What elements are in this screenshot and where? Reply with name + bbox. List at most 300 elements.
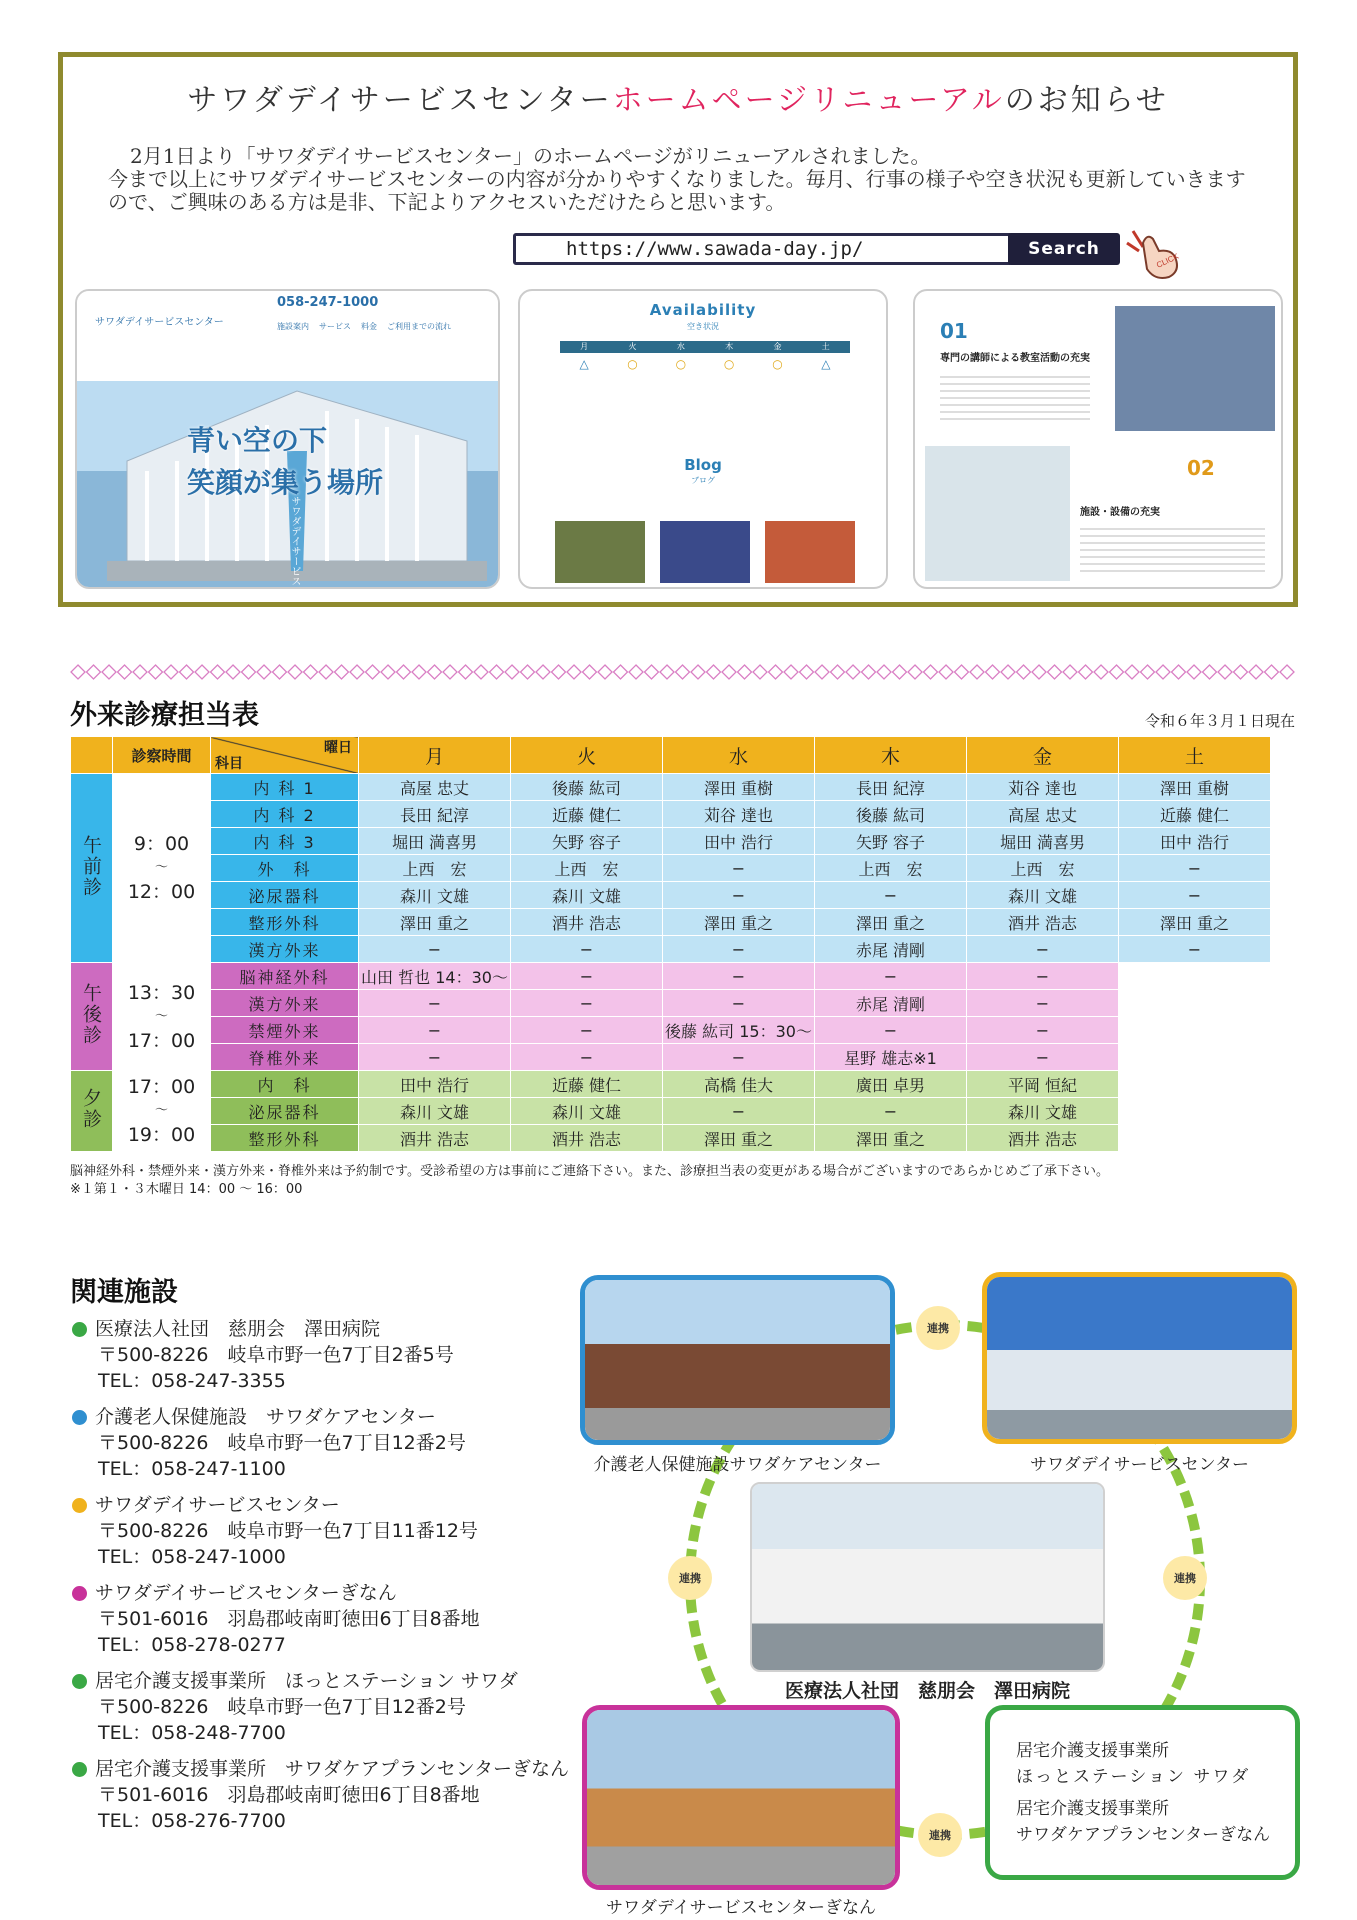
doctor-cell: − — [815, 882, 967, 909]
diamond-shape — [691, 665, 705, 679]
doctor-cell: − — [815, 1098, 967, 1125]
facility-phone: TEL：058-247-3355 — [98, 1370, 286, 1392]
diamond-shape — [986, 665, 1000, 679]
diamond-shape — [319, 665, 333, 679]
facility-item — [72, 1316, 592, 1394]
facility-name: 居宅介護支援事業所 サワダケアプランセンターぎなん — [95, 1758, 570, 1780]
site-menu: 施設案内 サービス 料金 ご利用までの流れ — [277, 322, 451, 331]
facility-item — [72, 1492, 592, 1570]
diamond-shape — [180, 665, 194, 679]
diamond-shape — [939, 665, 953, 679]
doctor-cell: 星野 雄志※1 — [815, 1044, 967, 1071]
department-cell: 内 科 1 — [211, 774, 359, 801]
doctor-cell: 澤田 重之 — [663, 909, 815, 936]
diamond-shape — [552, 665, 566, 679]
doctor-cell: 山田 哲也 14：30〜 — [359, 963, 511, 990]
outpatient-schedule-table — [70, 736, 1271, 1152]
facility-item — [72, 1404, 592, 1482]
diamond-shape — [428, 665, 442, 679]
doctor-cell: − — [511, 990, 663, 1017]
facility-phone: TEL：058-247-1100 — [98, 1458, 286, 1480]
feature-photo-1 — [1115, 306, 1275, 431]
doctor-cell: − — [967, 1044, 1119, 1071]
session-time: 9：00 〜 12：00 — [113, 774, 211, 963]
header-youbi-kamoku: 曜日 科目 — [211, 737, 359, 774]
diamond-shape — [1218, 665, 1232, 679]
feature-text-lines — [940, 371, 1090, 421]
doctor-cell: − — [967, 990, 1119, 1017]
doctor-cell: − — [359, 936, 511, 963]
diamond-shape — [350, 665, 364, 679]
department-cell: 整形外科 — [211, 909, 359, 936]
doctor-cell: 後藤 紘司 15：30〜 — [663, 1017, 815, 1044]
diamond-shape — [629, 665, 643, 679]
diamond-shape — [381, 665, 395, 679]
doctor-cell: − — [359, 990, 511, 1017]
diamond-shape — [862, 665, 876, 679]
doctor-cell: 酒井 浩志 — [511, 1125, 663, 1152]
afternoon-section — [71, 963, 1271, 1071]
renewal-notice-box — [58, 52, 1298, 607]
doctor-cell: − — [967, 963, 1119, 990]
department-cell: 漢方外来 — [211, 936, 359, 963]
blog-photo — [555, 521, 645, 583]
blog-photo — [660, 521, 750, 583]
session-time: 17：00 〜 19：00 — [113, 1071, 211, 1152]
doctor-cell: − — [663, 963, 815, 990]
doctor-cell: − — [663, 1044, 815, 1071]
diamond-shape — [614, 665, 628, 679]
header-day: 木 — [815, 737, 967, 774]
diamond-shape — [397, 665, 411, 679]
notice-body — [108, 145, 1258, 214]
doctor-cell: 森川 文雄 — [511, 882, 663, 909]
diamond-shape — [1079, 665, 1093, 679]
diamond-shape — [1094, 665, 1108, 679]
website-screenshot-features — [913, 289, 1283, 589]
availability-heading: Availability — [649, 301, 757, 319]
empty-cell — [1119, 1017, 1271, 1044]
diamond-shape — [1110, 665, 1124, 679]
facility-name: 居宅介護支援事業所 ほっとステーション サワダ — [95, 1670, 518, 1692]
url-field[interactable]: https://www.sawada-day.jp/ — [513, 233, 1013, 265]
diamond-shape — [1203, 665, 1217, 679]
diamond-shape — [1249, 665, 1263, 679]
diamond-shape — [459, 665, 473, 679]
diamond-shape — [412, 665, 426, 679]
doctor-cell: 森川 文雄 — [511, 1098, 663, 1125]
doctor-cell: 赤尾 清剛 — [815, 990, 967, 1017]
doctor-cell: 矢野 容子 — [511, 828, 663, 855]
facility-name: サワダデイサービスセンターぎなん — [95, 1582, 397, 1604]
doctor-cell: − — [511, 1044, 663, 1071]
feature-number-1: 01 — [940, 319, 968, 343]
diamond-shape — [753, 665, 767, 679]
doctor-cell: − — [663, 1098, 815, 1125]
evening-section — [71, 1071, 1271, 1152]
blog-subheading: ブログ — [691, 476, 715, 485]
office-name: ほっとステーション サワダ — [1016, 1767, 1251, 1787]
doctor-cell: 酒井 浩志 — [967, 909, 1119, 936]
bullet-dot-icon — [72, 1498, 87, 1513]
diamond-shape — [164, 665, 178, 679]
department-cell: 泌尿器科 — [211, 882, 359, 909]
doctor-cell: 上西 宏 — [359, 855, 511, 882]
site-phone: 058-247-1000 — [277, 295, 379, 310]
diamond-shape — [707, 665, 721, 679]
schedule-row — [71, 1017, 1271, 1044]
doctor-cell: 酒井 浩志 — [511, 909, 663, 936]
header-day: 水 — [663, 737, 815, 774]
doctor-cell: 近藤 健仁 — [511, 801, 663, 828]
doctor-cell: 田中 浩行 — [359, 1071, 511, 1098]
schedule-row — [71, 774, 1271, 801]
notice-paragraph: 2月1日より「サワダデイサービスセンター」のホームページがリニューアルされました。 — [130, 144, 931, 168]
schedule-title: 外来診療担当表 — [70, 700, 259, 731]
diamond-shape — [970, 665, 984, 679]
header-day: 月 — [359, 737, 511, 774]
doctor-cell: − — [815, 963, 967, 990]
facility-address: 〒500-8226 岐阜市野一色7丁目12番2号 — [98, 1432, 466, 1454]
header-time: 診察時間 — [113, 737, 211, 774]
doctor-cell: − — [663, 855, 815, 882]
doctor-cell: 澤田 重之 — [663, 1125, 815, 1152]
renkei-badge: 連携 — [1163, 1556, 1207, 1600]
care-center-caption: 介護老人保健施設サワダケアセンター — [593, 1455, 882, 1475]
building-pole-text: サワダデイサービス — [289, 496, 300, 586]
department-cell: 漢方外来 — [211, 990, 359, 1017]
doctor-cell: − — [967, 936, 1119, 963]
building-sign-1: 青い空の下 — [187, 424, 328, 457]
diamond-shape — [226, 665, 240, 679]
diamond-shape — [1017, 665, 1031, 679]
diamond-shape — [1187, 665, 1201, 679]
facilities-title: 関連施設 — [70, 1277, 178, 1308]
doctor-cell: − — [1119, 882, 1271, 909]
doctor-cell: 上西 宏 — [815, 855, 967, 882]
feature-number-2: 02 — [1187, 456, 1215, 480]
department-cell: 内 科 3 — [211, 828, 359, 855]
facility-phone: TEL：058-278-0277 — [98, 1634, 286, 1656]
office-type: 居宅介護支援事業所 — [1016, 1799, 1169, 1819]
doctor-cell: 廣田 卓男 — [815, 1071, 967, 1098]
department-cell: 整形外科 — [211, 1125, 359, 1152]
diamond-shape — [273, 665, 287, 679]
renkei-badge: 連携 — [918, 1813, 962, 1857]
header-day: 火 — [511, 737, 663, 774]
doctor-cell: 澤田 重之 — [1119, 909, 1271, 936]
doctor-cell: − — [815, 1017, 967, 1044]
diamond-shape — [924, 665, 938, 679]
diamond-shape — [598, 665, 612, 679]
schedule-footnote: ※１第１・３木曜日 14：00 〜 16：00 — [70, 1182, 303, 1197]
department-cell: 脊椎外来 — [211, 1044, 359, 1071]
facility-item — [72, 1668, 592, 1746]
department-cell: 泌尿器科 — [211, 1098, 359, 1125]
department-cell: 脳神経外科 — [211, 963, 359, 990]
facility-item — [72, 1756, 592, 1834]
empty-cell — [1119, 963, 1271, 990]
facility-name: サワダデイサービスセンター — [95, 1494, 340, 1516]
hospital-caption: 医療法人社団 慈朋会 澤田病院 — [784, 1680, 1070, 1702]
diamond-shape — [877, 665, 891, 679]
empty-cell — [1119, 1071, 1271, 1098]
doctor-cell: 長田 紀淳 — [359, 801, 511, 828]
diamond-shape — [583, 665, 597, 679]
session-label: 午前診 — [71, 774, 113, 963]
diamond-shape — [815, 665, 829, 679]
facility-name: 医療法人社団 慈朋会 澤田病院 — [95, 1318, 381, 1340]
notice-paragraph: 今まで以上にサワダデイサービスセンターの内容が分かりやすくなりました。毎月、行事の様子や空き状況も更新していきますので、ご興味のある方は是非、下記よりアクセスいただけたらと思います。 — [108, 167, 1246, 214]
doctor-cell: 長田 紀淳 — [815, 774, 967, 801]
doctor-cell: 森川 文雄 — [359, 1098, 511, 1125]
doctor-cell: − — [359, 1017, 511, 1044]
diamond-shape — [846, 665, 860, 679]
renkei-badge: 連携 — [916, 1306, 960, 1350]
office-name: サワダケアプランセンターぎなん — [1016, 1825, 1271, 1845]
facilities-list — [72, 1316, 592, 1844]
facility-phone: TEL：058-247-1000 — [98, 1546, 286, 1568]
doctor-cell: − — [967, 1017, 1119, 1044]
day-service-ginan-photo — [582, 1705, 900, 1890]
doctor-cell: 堀田 満喜男 — [967, 828, 1119, 855]
department-cell: 内 科 2 — [211, 801, 359, 828]
blog-photo — [765, 521, 855, 583]
doctor-cell: − — [1119, 936, 1271, 963]
schedule-row — [71, 855, 1271, 882]
diamond-shape — [893, 665, 907, 679]
availability-subheading: 空き状況 — [687, 322, 719, 331]
schedule-notes — [70, 1163, 1300, 1199]
doctor-cell: 高橋 佳大 — [663, 1071, 815, 1098]
schedule-row — [71, 801, 1271, 828]
website-screenshot-availability — [518, 289, 888, 589]
diamond-shape — [1063, 665, 1077, 679]
office-type: 居宅介護支援事業所 — [1016, 1741, 1169, 1761]
doctor-cell: − — [511, 936, 663, 963]
diamond-shape — [1234, 665, 1248, 679]
availability-day-row: 月 火 水 木 金 土 — [560, 341, 850, 353]
facility-name: 介護老人保健施設 サワダケアセンター — [95, 1406, 436, 1428]
bullet-dot-icon — [72, 1322, 87, 1337]
site-logo: サワダデイサービスセンター — [95, 317, 224, 328]
diamond-shape — [769, 665, 783, 679]
facility-address: 〒500-8226 岐阜市野一色7丁目12番2号 — [98, 1696, 466, 1718]
bullet-dot-icon — [72, 1674, 87, 1689]
schedule-row — [71, 909, 1271, 936]
diamond-shape — [1172, 665, 1186, 679]
feature-photo-2 — [925, 446, 1070, 581]
diamond-shape — [738, 665, 752, 679]
doctor-cell: 苅谷 達也 — [663, 801, 815, 828]
header-day: 金 — [967, 737, 1119, 774]
facility-phone: TEL：058-248-7700 — [98, 1722, 286, 1744]
day-service-photo — [982, 1272, 1297, 1444]
diamond-shape — [443, 665, 457, 679]
diamond-shape — [1001, 665, 1015, 679]
diamond-shape — [955, 665, 969, 679]
facility-address: 〒501-6016 羽島郡岐南町徳田6丁目8番地 — [98, 1784, 480, 1806]
schedule-row — [71, 990, 1271, 1017]
feature-heading-1: 専門の講師による教室活動の充実 — [940, 353, 1090, 364]
hospital-photo — [750, 1482, 1105, 1672]
diamond-divider — [70, 664, 1295, 680]
doctor-cell: 堀田 満喜男 — [359, 828, 511, 855]
doctor-cell: − — [663, 882, 815, 909]
schedule-header-row — [71, 737, 1271, 774]
facility-phone: TEL：058-276-7700 — [98, 1810, 286, 1832]
doctor-cell: 澤田 重之 — [359, 909, 511, 936]
diamond-shape — [149, 665, 163, 679]
diamond-shape — [288, 665, 302, 679]
doctor-cell: 平岡 恒紀 — [967, 1071, 1119, 1098]
diamond-shape — [505, 665, 519, 679]
doctor-cell: 高屋 忠丈 — [967, 801, 1119, 828]
blog-heading: Blog — [684, 456, 722, 474]
click-label: CLICK — [1155, 251, 1181, 270]
facility-item — [72, 1580, 592, 1658]
doctor-cell: − — [663, 936, 815, 963]
doctor-cell: 森川 文雄 — [359, 882, 511, 909]
diamond-shape — [335, 665, 349, 679]
diamond-shape — [366, 665, 380, 679]
search-button[interactable]: Search — [1008, 233, 1120, 265]
diamond-shape — [908, 665, 922, 679]
diamond-shape — [490, 665, 504, 679]
diamond-shape — [1032, 665, 1046, 679]
schedule-row — [71, 828, 1271, 855]
diamond-shape — [800, 665, 814, 679]
schedule-row — [71, 1071, 1271, 1098]
renkei-badge: 連携 — [668, 1556, 712, 1600]
diamond-shape — [784, 665, 798, 679]
diamond-shape — [304, 665, 318, 679]
facility-address: 〒500-8226 岐阜市野一色7丁目11番12号 — [98, 1520, 478, 1542]
empty-cell — [1119, 1125, 1271, 1152]
empty-cell — [1119, 1044, 1271, 1071]
doctor-cell: 後藤 紘司 — [511, 774, 663, 801]
doctor-cell: − — [511, 963, 663, 990]
schedule-row — [71, 1098, 1271, 1125]
facility-address: 〒501-6016 羽島郡岐南町徳田6丁目8番地 — [98, 1608, 480, 1630]
diamond-shape — [722, 665, 736, 679]
doctor-cell: 酒井 浩志 — [967, 1125, 1119, 1152]
doctor-cell: 森川 文雄 — [967, 1098, 1119, 1125]
diamond-shape — [474, 665, 488, 679]
header-blank — [71, 737, 113, 774]
doctor-cell: − — [1119, 855, 1271, 882]
doctor-cell: 近藤 健仁 — [511, 1071, 663, 1098]
doctor-cell: 澤田 重樹 — [1119, 774, 1271, 801]
facility-address: 〒500-8226 岐阜市野一色7丁目2番5号 — [98, 1344, 454, 1366]
diamond-shape — [257, 665, 271, 679]
diamond-shape — [133, 665, 147, 679]
diamond-shape — [195, 665, 209, 679]
schedule-row — [71, 882, 1271, 909]
feature-heading-2: 施設・設備の充実 — [1080, 507, 1160, 518]
session-label: 午後診 — [71, 963, 113, 1071]
session-time: 13：30 〜 17：00 — [113, 963, 211, 1071]
availability-mark-row: △ ○ ○ ○ ○ △ — [579, 357, 831, 371]
schedule-row — [71, 1125, 1271, 1152]
bullet-dot-icon — [72, 1586, 87, 1601]
diamond-shape — [831, 665, 845, 679]
diamond-shape — [118, 665, 132, 679]
morning-section — [71, 774, 1271, 963]
doctor-cell: 上西 宏 — [967, 855, 1119, 882]
notice-title: サワダデイサービスセンターホームページリニューアルのお知らせ — [187, 83, 1169, 118]
empty-cell — [1119, 990, 1271, 1017]
diamond-shape — [211, 665, 225, 679]
doctor-cell: − — [511, 1017, 663, 1044]
doctor-cell: 澤田 重之 — [815, 1125, 967, 1152]
click-hand-icon[interactable] — [1125, 225, 1185, 281]
doctor-cell: 苅谷 達也 — [967, 774, 1119, 801]
schedule-note: 脳神経外科・禁煙外来・漢方外来・脊椎外来は予約制です。受診希望の方は事前にご連絡下さい。また、診療担当表の変更がある場合がございますのであらかじめご了承下さい。 — [70, 1164, 1109, 1179]
diamond-shape — [567, 665, 581, 679]
diamond-shape — [676, 665, 690, 679]
diamond-shape — [1156, 665, 1170, 679]
doctor-cell: 後藤 紘司 — [815, 801, 967, 828]
feature-text-lines — [1080, 523, 1265, 573]
department-cell: 内 科 — [211, 1071, 359, 1098]
website-screenshot-top — [75, 289, 500, 589]
doctor-cell: 田中 浩行 — [663, 828, 815, 855]
diamond-shape — [536, 665, 550, 679]
schedule-row — [71, 1044, 1271, 1071]
schedule-row — [71, 936, 1271, 963]
diamond-shape — [1141, 665, 1155, 679]
diamond-shape — [102, 665, 116, 679]
diamond-shape — [1125, 665, 1139, 679]
doctor-cell: 近藤 健仁 — [1119, 801, 1271, 828]
doctor-cell: 高屋 忠丈 — [359, 774, 511, 801]
diamond-shape — [660, 665, 674, 679]
diamond-shape — [645, 665, 659, 679]
doctor-cell: − — [359, 1044, 511, 1071]
diamond-shape — [1265, 665, 1279, 679]
diamond-shape — [242, 665, 256, 679]
doctor-cell: 上西 宏 — [511, 855, 663, 882]
bullet-dot-icon — [72, 1410, 87, 1425]
diamond-shape — [71, 665, 85, 679]
doctor-cell: 酒井 浩志 — [359, 1125, 511, 1152]
diamond-shape — [87, 665, 101, 679]
day-service-ginan-caption: サワダデイサービスセンターぎなん — [606, 1898, 876, 1918]
building-sign-2: 笑顔が集う場所 — [187, 466, 384, 499]
doctor-cell: − — [663, 990, 815, 1017]
care-plan-offices-box — [985, 1705, 1300, 1880]
doctor-cell: 田中 浩行 — [1119, 828, 1271, 855]
schedule-row — [71, 963, 1271, 990]
header-day: 土 — [1119, 737, 1271, 774]
department-cell: 禁煙外来 — [211, 1017, 359, 1044]
doctor-cell: 森川 文雄 — [967, 882, 1119, 909]
doctor-cell: 矢野 容子 — [815, 828, 967, 855]
day-service-caption: サワダデイサービスセンター — [1030, 1455, 1249, 1475]
empty-cell — [1119, 1098, 1271, 1125]
diamond-shape — [521, 665, 535, 679]
diamond-shape — [1280, 665, 1294, 679]
doctor-cell: 澤田 重樹 — [663, 774, 815, 801]
schedule-date: 令和６年３月１日現在 — [1144, 712, 1295, 730]
doctor-cell: 赤尾 清剛 — [815, 936, 967, 963]
diamond-shape — [1048, 665, 1062, 679]
care-center-photo — [580, 1275, 895, 1445]
bullet-dot-icon — [72, 1762, 87, 1777]
doctor-cell: 澤田 重之 — [815, 909, 967, 936]
session-label: 夕診 — [71, 1071, 113, 1152]
